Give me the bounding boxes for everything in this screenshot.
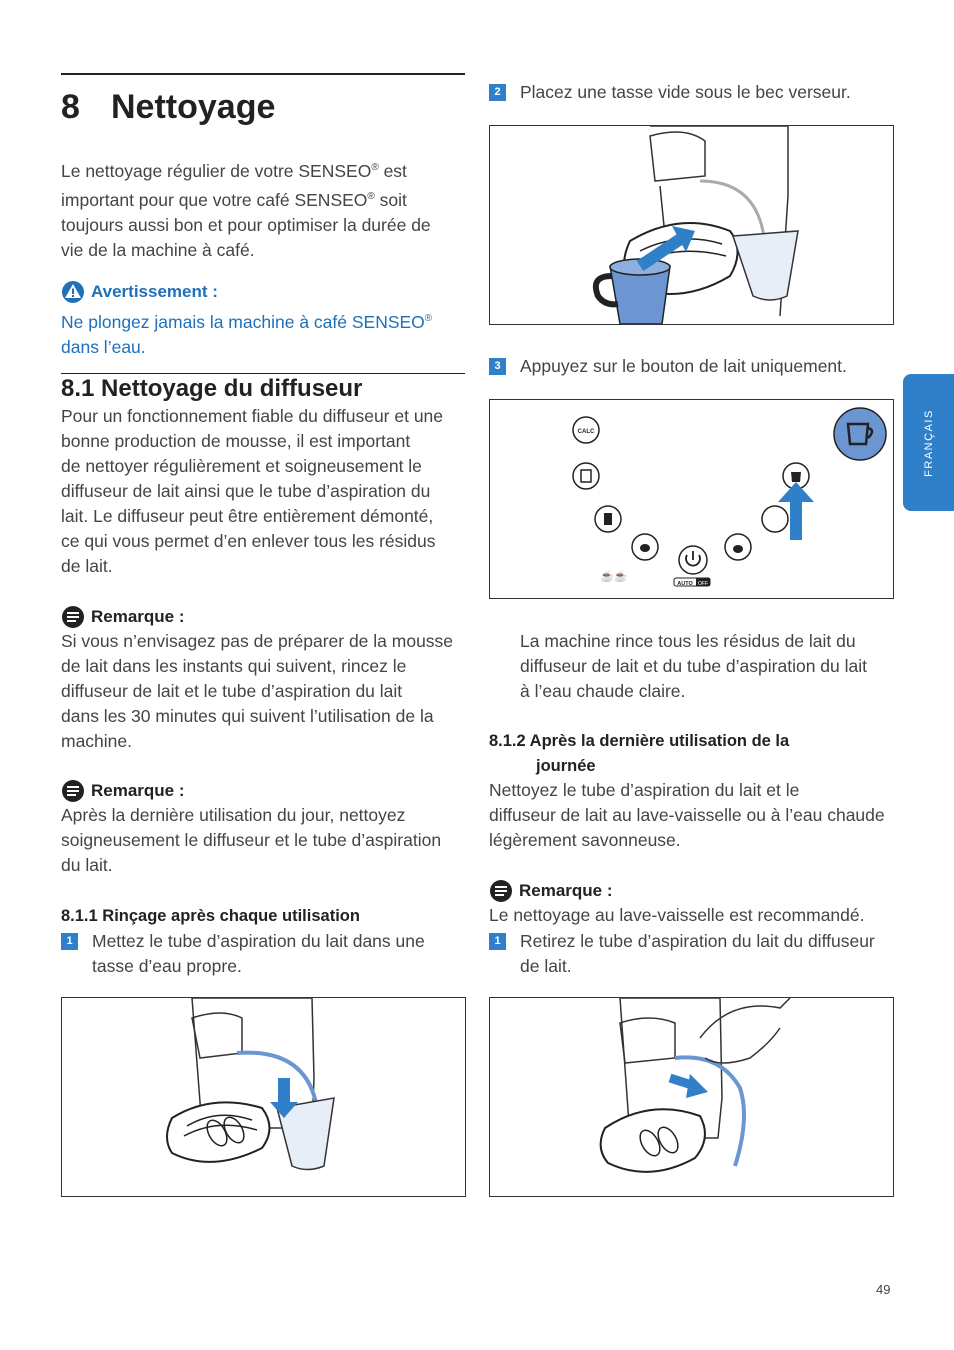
note-line: machine.: [61, 731, 133, 751]
down-arrow-icon: [278, 1078, 290, 1104]
registered-mark: ®: [367, 190, 375, 202]
step-line: tasse d’eau propre.: [92, 956, 242, 976]
step-811-1: [61, 929, 471, 979]
intro-line-2: important pour que votre café SENSEO: [61, 189, 368, 210]
body-line: diffuseur de lait au lave-vaisselle ou à l’eau chaude: [489, 805, 885, 825]
language-tab: [903, 374, 954, 511]
figure-remove-tube: [489, 997, 894, 1197]
body-line: à l’eau chaude claire.: [520, 681, 686, 701]
step-badge: 1: [61, 933, 78, 950]
section-812-body: [489, 778, 899, 853]
step-badge: 2: [489, 84, 506, 101]
milk-froth-button: [834, 408, 886, 460]
section-811-title: 8.1.1 Rinçage après chaque utilisation: [61, 907, 360, 925]
note-3-title: Remarque :: [519, 881, 613, 900]
registered-mark: ®: [424, 313, 433, 324]
note-line: Si vous n’envisagez pas de préparer de la mousse: [61, 631, 454, 651]
intro-line-4: vie de la machine à café.: [61, 239, 255, 260]
body-line: de nettoyer régulièrement et soigneusement le: [61, 456, 422, 476]
machine-illustration: [62, 998, 465, 1196]
hand-outline: [700, 998, 790, 1063]
title-line-1: 8.1.2 Après la dernière utilisation de la: [489, 732, 790, 750]
warning-title: Avertissement :: [91, 282, 218, 301]
note-text: Le nettoyage au lave-vaisselle est recommandé.: [489, 905, 865, 925]
note-line: dans les 30 minutes qui suivent l’utilisation de la: [61, 706, 434, 726]
section-81-body: [61, 404, 471, 579]
machine-cup-illustration: [490, 126, 893, 324]
step-badge: 3: [489, 358, 506, 375]
chapter-number: 8: [61, 88, 80, 126]
note-line: soigneusement le diffuseur et le tube d’aspiration: [61, 830, 442, 850]
note-line: Après la dernière utilisation du jour, nettoyez: [61, 805, 406, 825]
body-line: diffuseur de lait et du tube d’aspiration du lait: [520, 656, 867, 676]
two-cups-icon: ☕☕: [600, 571, 628, 583]
note-3: [489, 879, 899, 928]
step-line: Retirez le tube d’aspiration du lait du diffuseur: [520, 931, 875, 951]
note-icon: [489, 879, 513, 903]
warning-line-1: Ne plongez jamais la machine à café SENSEO: [61, 311, 425, 332]
auto-label: AUTO: [677, 581, 693, 587]
step-badge: 1: [489, 933, 506, 950]
section-812-title: [489, 729, 789, 779]
intro-line-3: toujours aussi bon et pour optimiser la durée de: [61, 214, 431, 235]
note-icon: [61, 779, 85, 803]
figure-rinse-tube: [61, 997, 466, 1197]
control-panel-illustration: [490, 400, 893, 598]
body-line: ce qui vous permet d’en enlever tous les résidus: [61, 531, 436, 551]
warning-block: [61, 280, 471, 360]
step-line: de lait.: [520, 956, 572, 976]
note-line: diffuseur de lait et le tube d’aspiration du lait: [61, 681, 403, 701]
step-812-1: [489, 929, 899, 979]
section-rule: [61, 373, 465, 374]
cup-button-5: [762, 506, 788, 532]
note-2: [61, 779, 471, 878]
page-number: 49: [876, 1282, 891, 1297]
language-tab-label: FRANÇAIS: [922, 408, 935, 477]
body-line: Pour un fonctionnement fiable du diffuseur et une: [61, 406, 444, 426]
warning-line-2: dans l’eau.: [61, 336, 146, 357]
intro-line-1: Le nettoyage régulier de votre SENSEO: [61, 160, 372, 181]
intro-line-2b: soit: [374, 189, 407, 210]
step-2: [489, 80, 899, 105]
step-text: Appuyez sur le bouton de lait uniquement.: [520, 356, 847, 376]
body-line: bonne production de mousse, il est important: [61, 431, 411, 451]
body-line: légèrement savonneuse.: [489, 830, 681, 850]
intro-line-1b: est: [378, 160, 407, 181]
figure-cup-placement: [489, 125, 894, 325]
note-1-title: Remarque :: [91, 607, 185, 626]
calc-label: CALC: [577, 429, 595, 435]
up-arrow-icon: [778, 482, 814, 502]
note-line: de lait dans les instants qui suivent, rincez le: [61, 656, 407, 676]
note-line: du lait.: [61, 855, 113, 875]
top-rule-left: [61, 73, 465, 75]
rinse-paragraph: [520, 629, 900, 704]
step-text: Placez une tasse vide sous le bec verseur.: [520, 82, 851, 102]
note-1: [61, 605, 471, 754]
title-line-2: journée: [536, 757, 596, 775]
section-81-title: 8.1 Nettoyage du diffuseur: [61, 375, 363, 402]
body-line: La machine rince tous les résidus de lait du: [520, 631, 856, 651]
arrow-icon: [686, 1074, 708, 1098]
body-line: de lait.: [61, 556, 113, 576]
intro-paragraph: [61, 155, 471, 263]
body-line: Nettoyez le tube d’aspiration du lait et le: [489, 780, 800, 800]
off-label: OFF: [698, 581, 708, 587]
body-line: lait. Le diffuseur peut être entièrement démonté,: [61, 506, 434, 526]
figure-control-panel: [489, 399, 894, 599]
step-line: Mettez le tube d’aspiration du lait dans une: [92, 931, 425, 951]
note-2-title: Remarque :: [91, 781, 185, 800]
remove-tube-illustration: [490, 998, 893, 1196]
chapter-title: [61, 88, 275, 127]
body-line: diffuseur de lait ainsi que le tube d’aspiration du: [61, 481, 431, 501]
registered-mark: ®: [371, 162, 379, 173]
note-icon: [61, 605, 85, 629]
cup-button-1: [573, 463, 599, 489]
warning-icon: [61, 280, 85, 304]
step-3: [489, 354, 899, 379]
chapter-title-text: Nettoyage: [111, 88, 276, 126]
